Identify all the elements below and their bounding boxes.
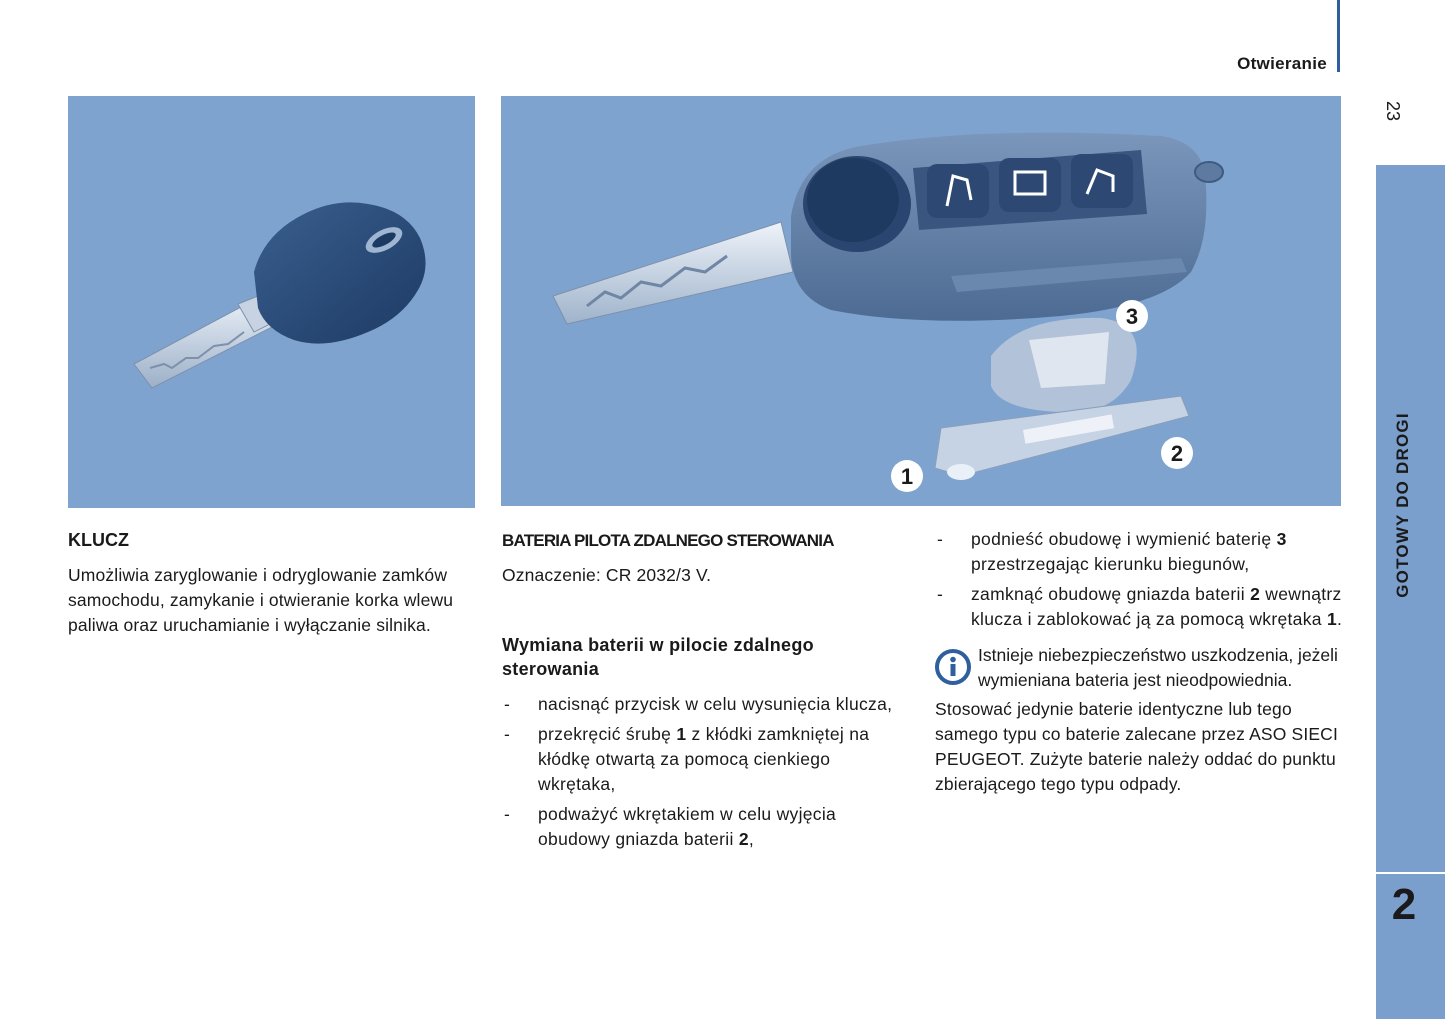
battery-step-3: - podważyć wkrętakiem w celu wyjęcia obudowy gniazda baterii 2, <box>502 802 902 852</box>
page-number: 23 <box>1383 100 1403 122</box>
battery-section-continued <box>935 527 1345 797</box>
battery-disposal-note: Stosować jedynie baterie identyczne lub tego samego typu co baterie zalecane przez ASO SIECI PEUGEOT. Zużyte baterie należy oddać do punktu zbierającego tego typu odpady. <box>935 699 1338 794</box>
info-icon <box>935 649 971 685</box>
remote-key-icon <box>501 96 1341 506</box>
battery-section <box>502 528 902 857</box>
key-section <box>68 528 478 638</box>
battery-step-4: - podnieść obudowę i wymienić baterię 3 przestrzegając kierunku biegunów, <box>935 527 1345 577</box>
battery-section-title: BATERIA PILOTA ZDALNEGO STEROWANIA <box>502 531 834 550</box>
key-section-title: KLUCZ <box>68 530 129 550</box>
chapter-tab-divider <box>1376 872 1445 874</box>
chapter-tab-label: GOTOWY DO DROGI <box>1393 412 1412 598</box>
battery-designation: Oznaczenie: CR 2032/3 V. <box>502 565 712 585</box>
key-icon <box>68 96 475 508</box>
info-note-text: Istnieje niebezpieczeństwo uszkodzenia, jeżeli wymieniana bateria jest nieodpowiednia. <box>978 645 1338 690</box>
key-section-body: Umożliwia zaryglowanie i odryglowanie zamków samochodu, zamykanie i otwieranie korka wlewu paliwa oraz uruchamianie i wyłączanie silnika. <box>68 565 454 635</box>
battery-steps-list <box>502 692 902 852</box>
battery-step-5: - zamknąć obudowę gniazda baterii 2 wewnątrz klucza i zablokować ją za pomocą wkrętaka 1. <box>935 582 1345 632</box>
info-note <box>935 643 1345 693</box>
svg-text:3: 3 <box>1125 304 1139 329</box>
key-illustration <box>68 96 475 508</box>
callout-1 <box>891 460 923 492</box>
battery-replacement-subtitle: Wymiana baterii w pilocie zdalnego sterowania <box>502 635 814 679</box>
header-rule <box>1337 0 1340 72</box>
section-title: Otwieranie <box>1237 54 1327 73</box>
battery-step-2: - przekręcić śrubę 1 z kłódki zamkniętej na kłódkę otwartą za pomocą cienkiego wkrętaka, <box>502 722 902 797</box>
svg-text:1: 1 <box>900 464 914 489</box>
callout-3 <box>1116 300 1148 332</box>
battery-steps-list-continued <box>935 527 1345 632</box>
callout-2 <box>1161 437 1193 469</box>
battery-step-1: - nacisnąć przycisk w celu wysunięcia klucza, <box>502 692 902 717</box>
remote-battery-illustration <box>501 96 1341 506</box>
svg-text:2: 2 <box>1170 441 1184 466</box>
chapter-number: 2 <box>1391 880 1417 929</box>
